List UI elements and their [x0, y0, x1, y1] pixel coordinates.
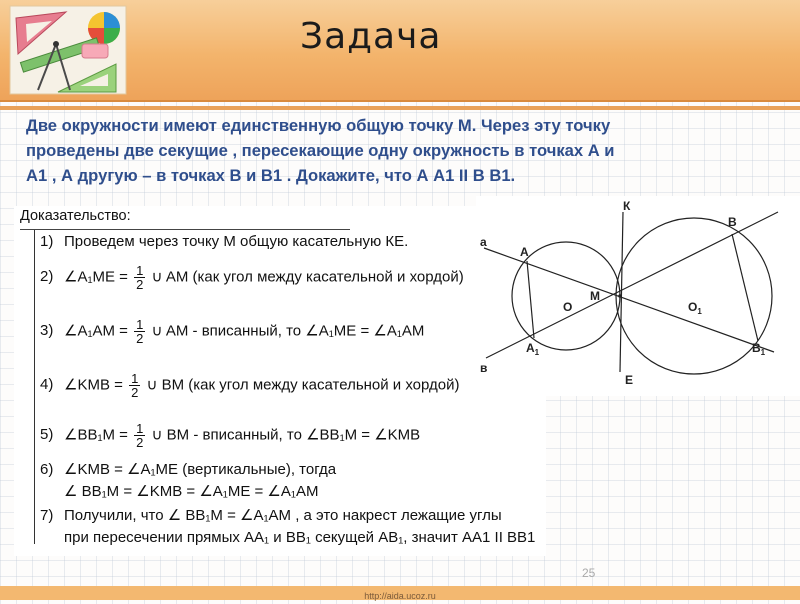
step-text: Проведем через точку М общую касательную КЕ.: [64, 233, 409, 250]
geometry-diagram: [476, 196, 800, 396]
step-number: 4): [40, 376, 54, 394]
label-point-b1: $В_1$: [752, 341, 766, 357]
step-number: 2): [40, 268, 54, 286]
step-lhs: ∠BB₁M =: [64, 426, 128, 444]
proof-step-5: [40, 422, 420, 449]
label-e: Е: [625, 373, 634, 387]
step-rest: (как угол между касательной и хордой): [192, 268, 464, 286]
step-rest: (как угол между касательной и хордой): [188, 376, 460, 394]
proof-step-7: [40, 506, 502, 526]
footer-url: http://aida.ucoz.ru: [364, 591, 436, 601]
problem-line: А1 , А другую – в точках В и В1 . Докажите, что А А1 II В В1.: [26, 166, 516, 185]
step-arc: ∪ BM: [151, 426, 190, 444]
step-number: 1): [40, 233, 54, 250]
label-center-o1: $О_1$: [688, 300, 702, 316]
fraction-half: $\frac{1}{2}$: [136, 421, 144, 450]
step-number: 3): [40, 322, 54, 340]
label-point-b: В: [728, 215, 737, 229]
footer-band: [0, 586, 800, 600]
step-number: 6): [40, 461, 54, 478]
proof-step-1: [40, 232, 408, 252]
step-rest: - вписанный, то ∠A₁ME = ∠A₁AM: [192, 322, 425, 340]
step-arc: ∪ AM: [151, 322, 189, 340]
label-b-line: в: [480, 361, 488, 375]
geometry-tools-logo: [8, 4, 128, 96]
step-text: ∠KMB = ∠A₁ME (вертикальные), тогда: [64, 461, 337, 478]
label-point-m: М: [590, 289, 600, 303]
step-rest: - вписанный, то ∠BB₁M = ∠KMB: [193, 426, 421, 444]
proof-margin-line: [34, 230, 35, 544]
page-number: 25: [582, 566, 596, 580]
proof-step-6-cont: ∠ BB₁M = ∠KMB = ∠A₁ME = ∠A₁AM: [64, 483, 319, 500]
proof-step-3: [40, 318, 424, 345]
proof-step-7-cont: при пересечении прямых AA₁ и BB₁ секущей AB₁, значит AA1 II BB1: [64, 529, 536, 546]
step-arc: ∪ AM: [151, 268, 189, 286]
fraction-half: $\frac{1}{2}$: [136, 263, 144, 292]
proof-header: Доказательство:: [20, 208, 131, 224]
label-point-a1: $А_1$: [526, 341, 540, 357]
step-arc: ∪ BM: [146, 376, 185, 394]
step-text: Получили, что ∠ BB₁M = ∠A₁AM , а это накрест лежащие углы: [64, 507, 502, 524]
proof-header-rule: [20, 229, 350, 230]
fraction-half: $\frac{1}{2}$: [131, 371, 139, 400]
proof-step-4: [40, 372, 460, 399]
step-number: 7): [40, 507, 54, 524]
header-divider: [0, 106, 800, 110]
step-lhs: ∠KMB =: [64, 376, 123, 394]
proof-step-2: [40, 264, 464, 291]
proof-panel: [14, 206, 546, 556]
proof-step-6: [40, 460, 336, 480]
label-k: К: [623, 199, 631, 213]
problem-line: Две окружности имеют единственную общую точку М. Через эту точку: [26, 116, 611, 135]
problem-statement: [26, 113, 766, 188]
problem-line: проведены две секущие , пересекающие одну окружность в точках А и: [26, 141, 615, 160]
step-lhs: ∠A₁AM =: [64, 322, 128, 340]
label-a-line: а: [480, 235, 487, 249]
point-m: [618, 294, 622, 298]
fraction-half: $\frac{1}{2}$: [136, 317, 144, 346]
label-center-o: О: [563, 300, 573, 314]
step-lhs: ∠A₁ME =: [64, 268, 128, 286]
label-point-a: А: [520, 245, 529, 259]
step-number: 5): [40, 426, 54, 444]
slide-title: Задача: [300, 16, 442, 57]
